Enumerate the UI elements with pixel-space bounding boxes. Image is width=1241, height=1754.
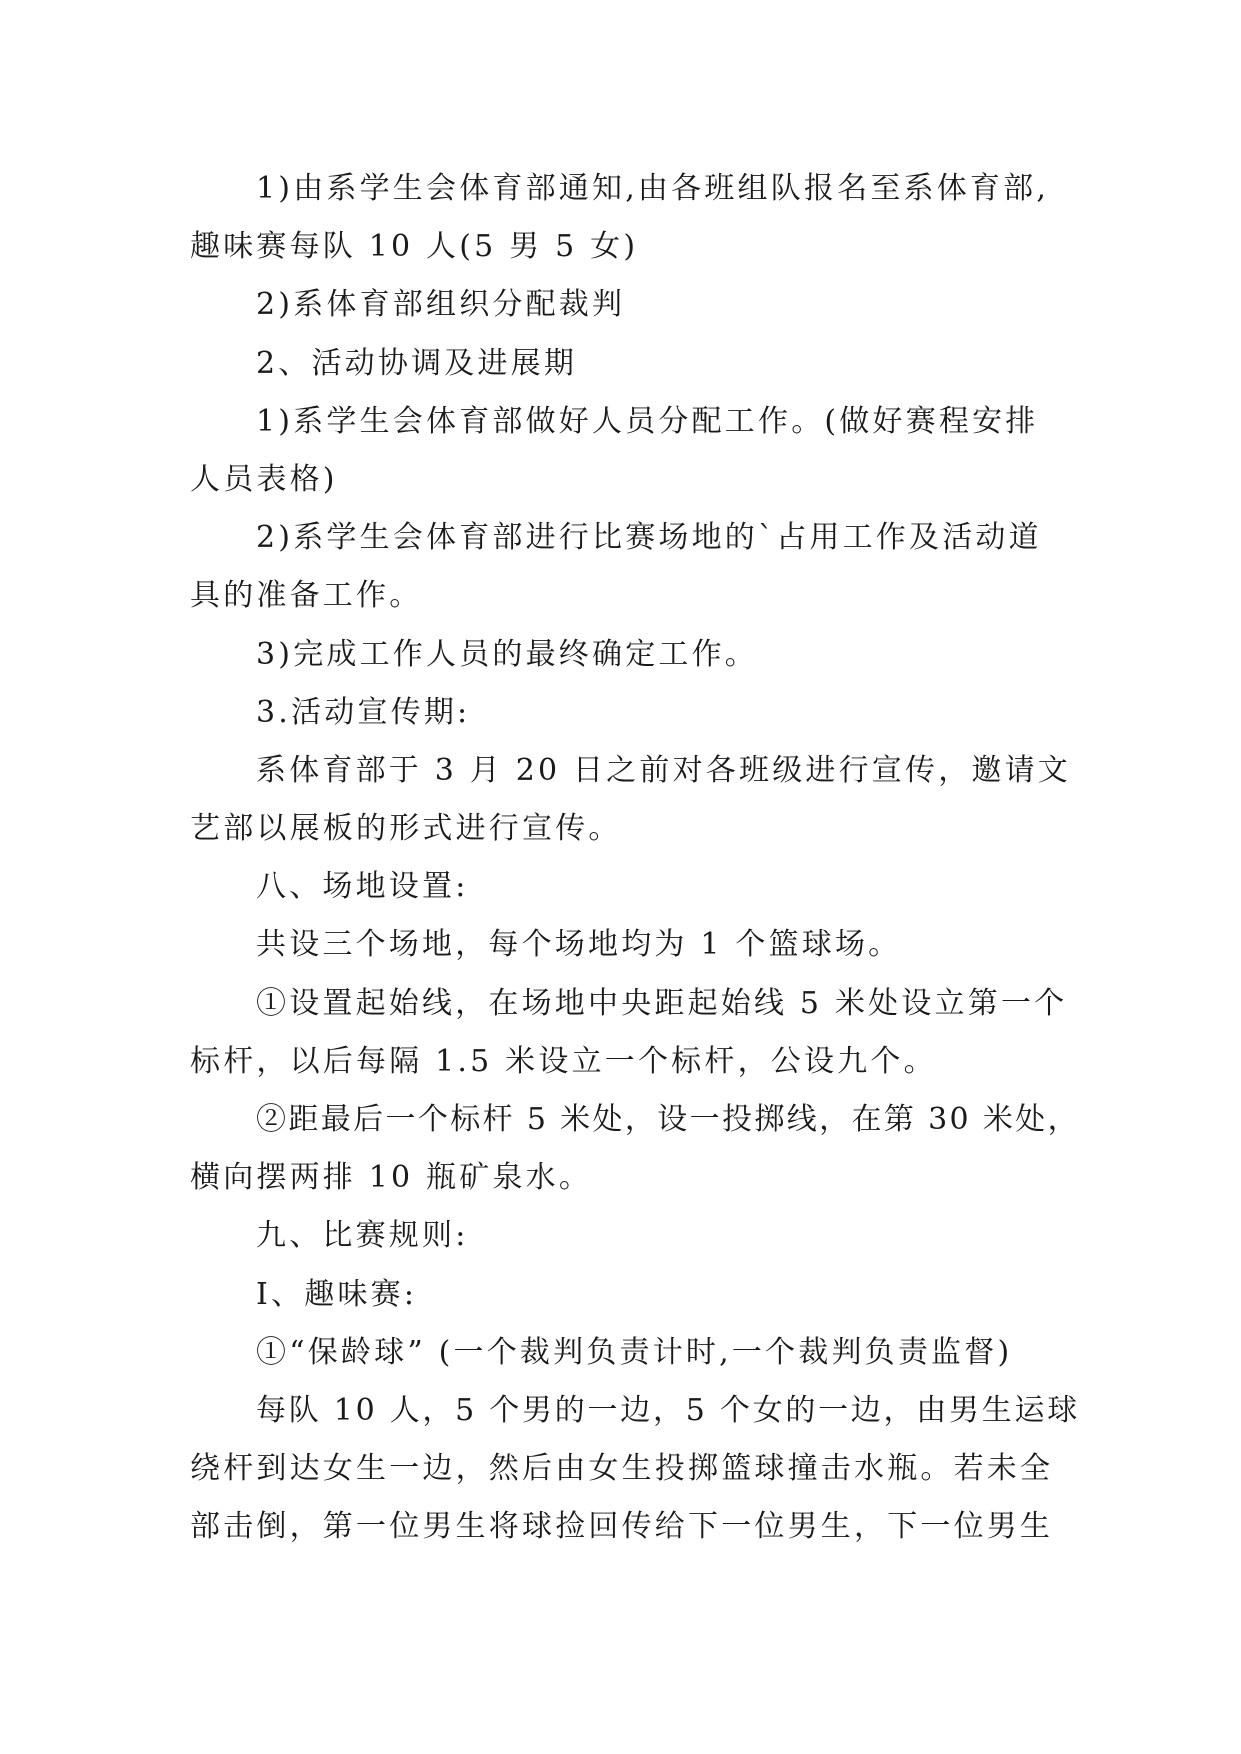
paragraph-line: 标杆，以后每隔 1.5 米设立一个标杆，公设九个。 xyxy=(190,1043,937,1079)
paragraph-line: 系体育部于 3 月 20 日之前对各班级进行宣传，邀请文 xyxy=(256,752,1072,788)
paragraph-line: 2)系学生会体育部进行比赛场地的`占用工作及活动道 xyxy=(256,520,1042,556)
section-heading: 八、场地设置: xyxy=(256,869,469,905)
paragraph-line: 趣味赛每队 10 人(5 男 5 女) xyxy=(190,229,639,265)
paragraph-line: 1)系学生会体育部做好人员分配工作。(做好赛程安排 xyxy=(256,403,1039,439)
section-heading: Ⅰ、趣味赛: xyxy=(256,1276,418,1312)
paragraph-line: ①“保龄球” (一个裁判负责计时,一个裁判负责监督) xyxy=(256,1334,1013,1370)
paragraph-line: 人员表格) xyxy=(190,461,338,497)
paragraph-line: 部击倒，第一位男生将球捡回传给下一位男生，下一位男生 xyxy=(190,1509,1054,1545)
paragraph-line: 绕杆到达女生一边，然后由女生投掷篮球撞击水瓶。若未全 xyxy=(190,1451,1054,1487)
paragraph-line: ①设置起始线，在场地中央距起始线 5 米处设立第一个 xyxy=(256,985,1068,1021)
paragraph-line: 横向摆两排 10 瓶矿泉水。 xyxy=(190,1160,593,1196)
paragraph-line: 共设三个场地，每个场地均为 1 个篮球场。 xyxy=(256,927,902,963)
paragraph-line: 1)由系学生会体育部通知,由各班组队报名至系体育部, xyxy=(256,171,1050,206)
paragraph-line: 3)完成工作人员的最终确定工作。 xyxy=(256,636,758,672)
paragraph-line: ②距最后一个标杆 5 米处，设一投掷线，在第 30 米处， xyxy=(256,1102,1080,1137)
paragraph-line: 2)系体育部组织分配裁判 xyxy=(256,287,626,323)
section-heading: 九、比赛规则: xyxy=(256,1218,469,1254)
section-heading: 2、活动协调及进展期 xyxy=(256,345,578,381)
paragraph-line: 艺部以展板的形式进行宣传。 xyxy=(190,811,622,847)
paragraph-line: 每队 10 人，5 个男的一边，5 个女的一边，由男生运球 xyxy=(256,1392,1080,1428)
paragraph-line: 具的准备工作。 xyxy=(190,578,423,614)
document-body xyxy=(190,160,1080,1557)
section-heading: 3.活动宣传期: xyxy=(256,694,471,730)
